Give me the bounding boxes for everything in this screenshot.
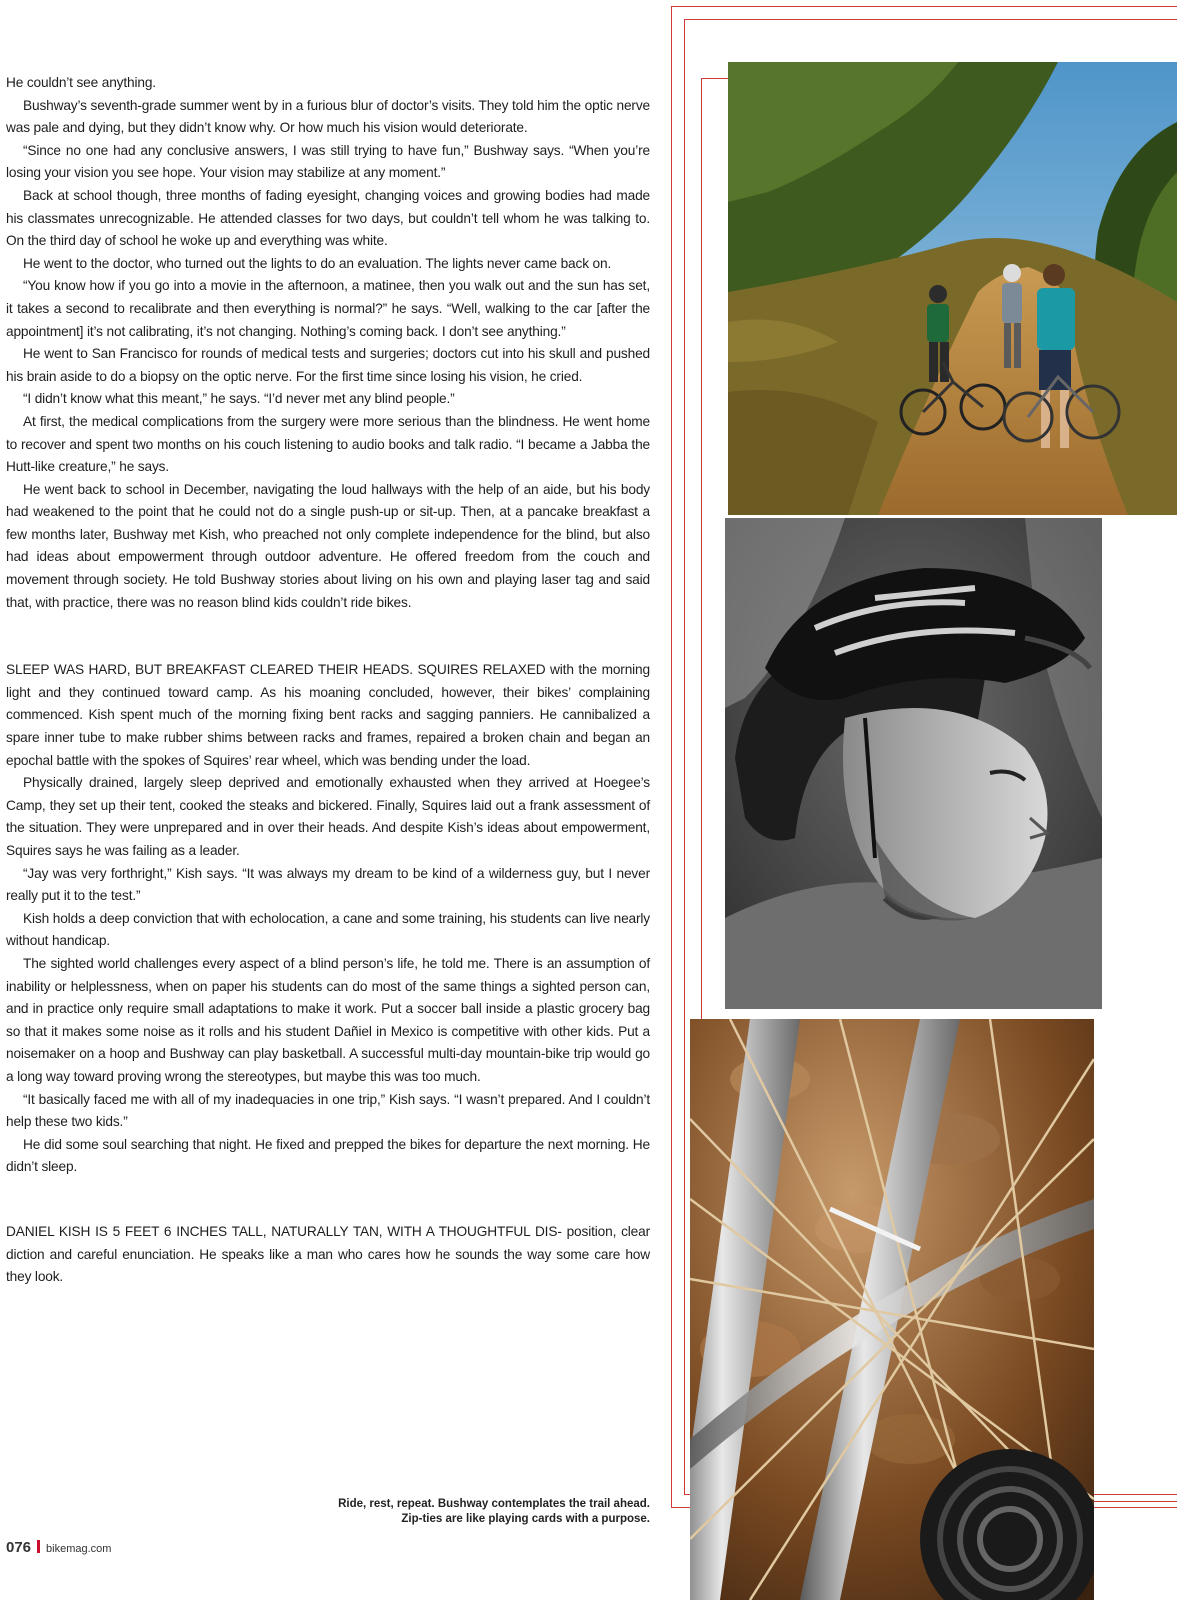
trail-riders-photo — [728, 62, 1177, 515]
paragraph: He went to San Francisco for rounds of medical tests and surgeries; doctors cut into his skull and pushed his brain aside to do a biopsy on the optic nerve. For the first time since losing his vision, he cried. — [6, 346, 650, 384]
page-number: 076 — [6, 1539, 32, 1556]
section-lead-paragraph — [6, 1221, 650, 1289]
section-lead-caps: SLEEP WAS HARD, BUT BREAKFAST CLEARED THEIR HEADS. SQUIRES RELAXED — [6, 662, 546, 678]
paragraph: He went to the doctor, who turned out the lights to do an evaluation. The lights never came back on. — [23, 255, 612, 271]
paragraph: Physically drained, largely sleep deprived and emotionally exhausted when they arrived at Hoegee’s Camp, they set up their tent, cooked the steaks and bickered. Finally, Squires laid out a frank assessment of the situation. They were unprepared and in over their heads. And despite Kish’s ideas about empowerment, Squires says he was failing as a leader. — [6, 775, 650, 858]
section-lead-rest: with the morning light and they continued toward camp. As his moaning concluded, however, their bikes’ complaining commenced. Kish spent much of the morning fixing bent racks and sagging panniers. He cannibalized a spare inner tube to make rubber shims between racks and frames, repaired a broken chain and began an epochal battle with the spokes of Squires’ rear wheel, which was bending under the load. — [6, 662, 650, 768]
section-break — [6, 1179, 650, 1221]
article-column — [6, 72, 650, 1289]
paragraph: “Since no one had any conclusive answers, I was still trying to have fun,” Bushway says. “When you’re losing your vision you see hope. Your vision may stabilize at any moment.” — [6, 142, 650, 181]
bike-wheel-spokes-photo — [690, 1019, 1094, 1600]
paragraph: At first, the medical complications from the surgery were more serious than the blindness. He went home to recover and spent two months on his couch listening to audio books and talk radio. “I became a Jabba the Hutt-like creature,” he says. — [6, 413, 650, 475]
paragraph: He couldn’t see anything. — [6, 75, 156, 90]
folio-divider — [37, 1540, 40, 1553]
paragraph: “You know how if you go into a movie in the afternoon, a matinee, then you walk out and the sun has set, it takes a second to recalibrate and then everything is normal?” he says. “Well, walking to the car [after the appointment] it’s not calibrating, it’s not changing. Nothing’s coming back. I don’t see anything.” — [6, 278, 650, 339]
paragraph: Kish holds a deep conviction that with echolocation, a cane and some training, his students can live nearly without handicap. — [6, 910, 650, 949]
paragraph: He did some soul searching that night. He fixed and prepped the bikes for departure the next morning. He didn’t sleep. — [6, 1136, 650, 1175]
paragraph: “I didn’t know what this meant,” he says. “I’d never met any blind people.” — [23, 391, 455, 407]
caption-line: Ride, rest, repeat. Bushway contemplates the trail ahead. — [338, 1498, 650, 1510]
paragraph: The sighted world challenges every aspect of a blind person’s life, he told me. There is an assumption of inability or helplessness, when on paper his students can do most of the same things a sighted person can, and in practice only require small adaptations to make it work. Put a soccer ball inside a plastic grocery bag so that it makes some noise as it rolls and his student Dañiel in Mexico is competitive with other kids. Put a noisemaker on a hoop and Bushway can play basketball. A successful multi-day mountain-bike trip would go a long way toward proving wrong the stereotypes, but maybe this was too much. — [6, 955, 650, 1084]
helmet-portrait-photo — [725, 518, 1102, 1009]
section-lead-rest: position, clear diction and careful enunciation. He speaks like a man who cares how he sounds the way some care how they look. — [6, 1223, 650, 1285]
page-folio — [6, 1539, 111, 1556]
paragraph: He went back to school in December, navigating the loud hallways with the help of an aide, but his body had weakened to the point that he could not do a single push-up or sit-up. Then, at a pancake breakfast a few months later, Bushway met Kish, who preached not only complete independence for the blind, but also had ideas about empowerment through outdoor adventure. He offered freedom from the couch and movement through society. He told Bushway stories about living on his own and playing laser tag and said that, with practice, there was no reason blind kids couldn’t ride bikes. — [6, 481, 650, 610]
section-lead-paragraph — [6, 659, 650, 772]
site-url: bikemag.com — [46, 1543, 112, 1555]
paragraph: Back at school though, three months of fading eyesight, changing voices and growing bodies had made his classmates unrecognizable. He attended classes for two days, but couldn’t tell whom he was talking to. On the third day of school he woke up and everything was white. — [6, 187, 650, 249]
paragraph: “Jay was very forthright,” Kish says. “It was always my dream to be kind of a wilderness guy, but I never really put it to the test.” — [6, 865, 650, 904]
photo-caption — [338, 1497, 650, 1527]
paragraph: “It basically faced me with all of my inadequacies in one trip,” Kish says. “I wasn’t prepared. And I couldn’t help these two kids.” — [6, 1091, 650, 1130]
section-break — [6, 614, 650, 659]
caption-line: Zip-ties are like playing cards with a purpose. — [401, 1513, 650, 1525]
section-lead-caps: DANIEL KISH IS 5 FEET 6 INCHES TALL, NATURALLY TAN, WITH A THOUGHTFUL DIS- — [6, 1223, 562, 1239]
paragraph: Bushway’s seventh-grade summer went by in a furious blur of doctor’s visits. They told him the optic nerve was pale and dying, but they didn’t know why. Or how much his vision would deteriorate. — [6, 97, 650, 136]
